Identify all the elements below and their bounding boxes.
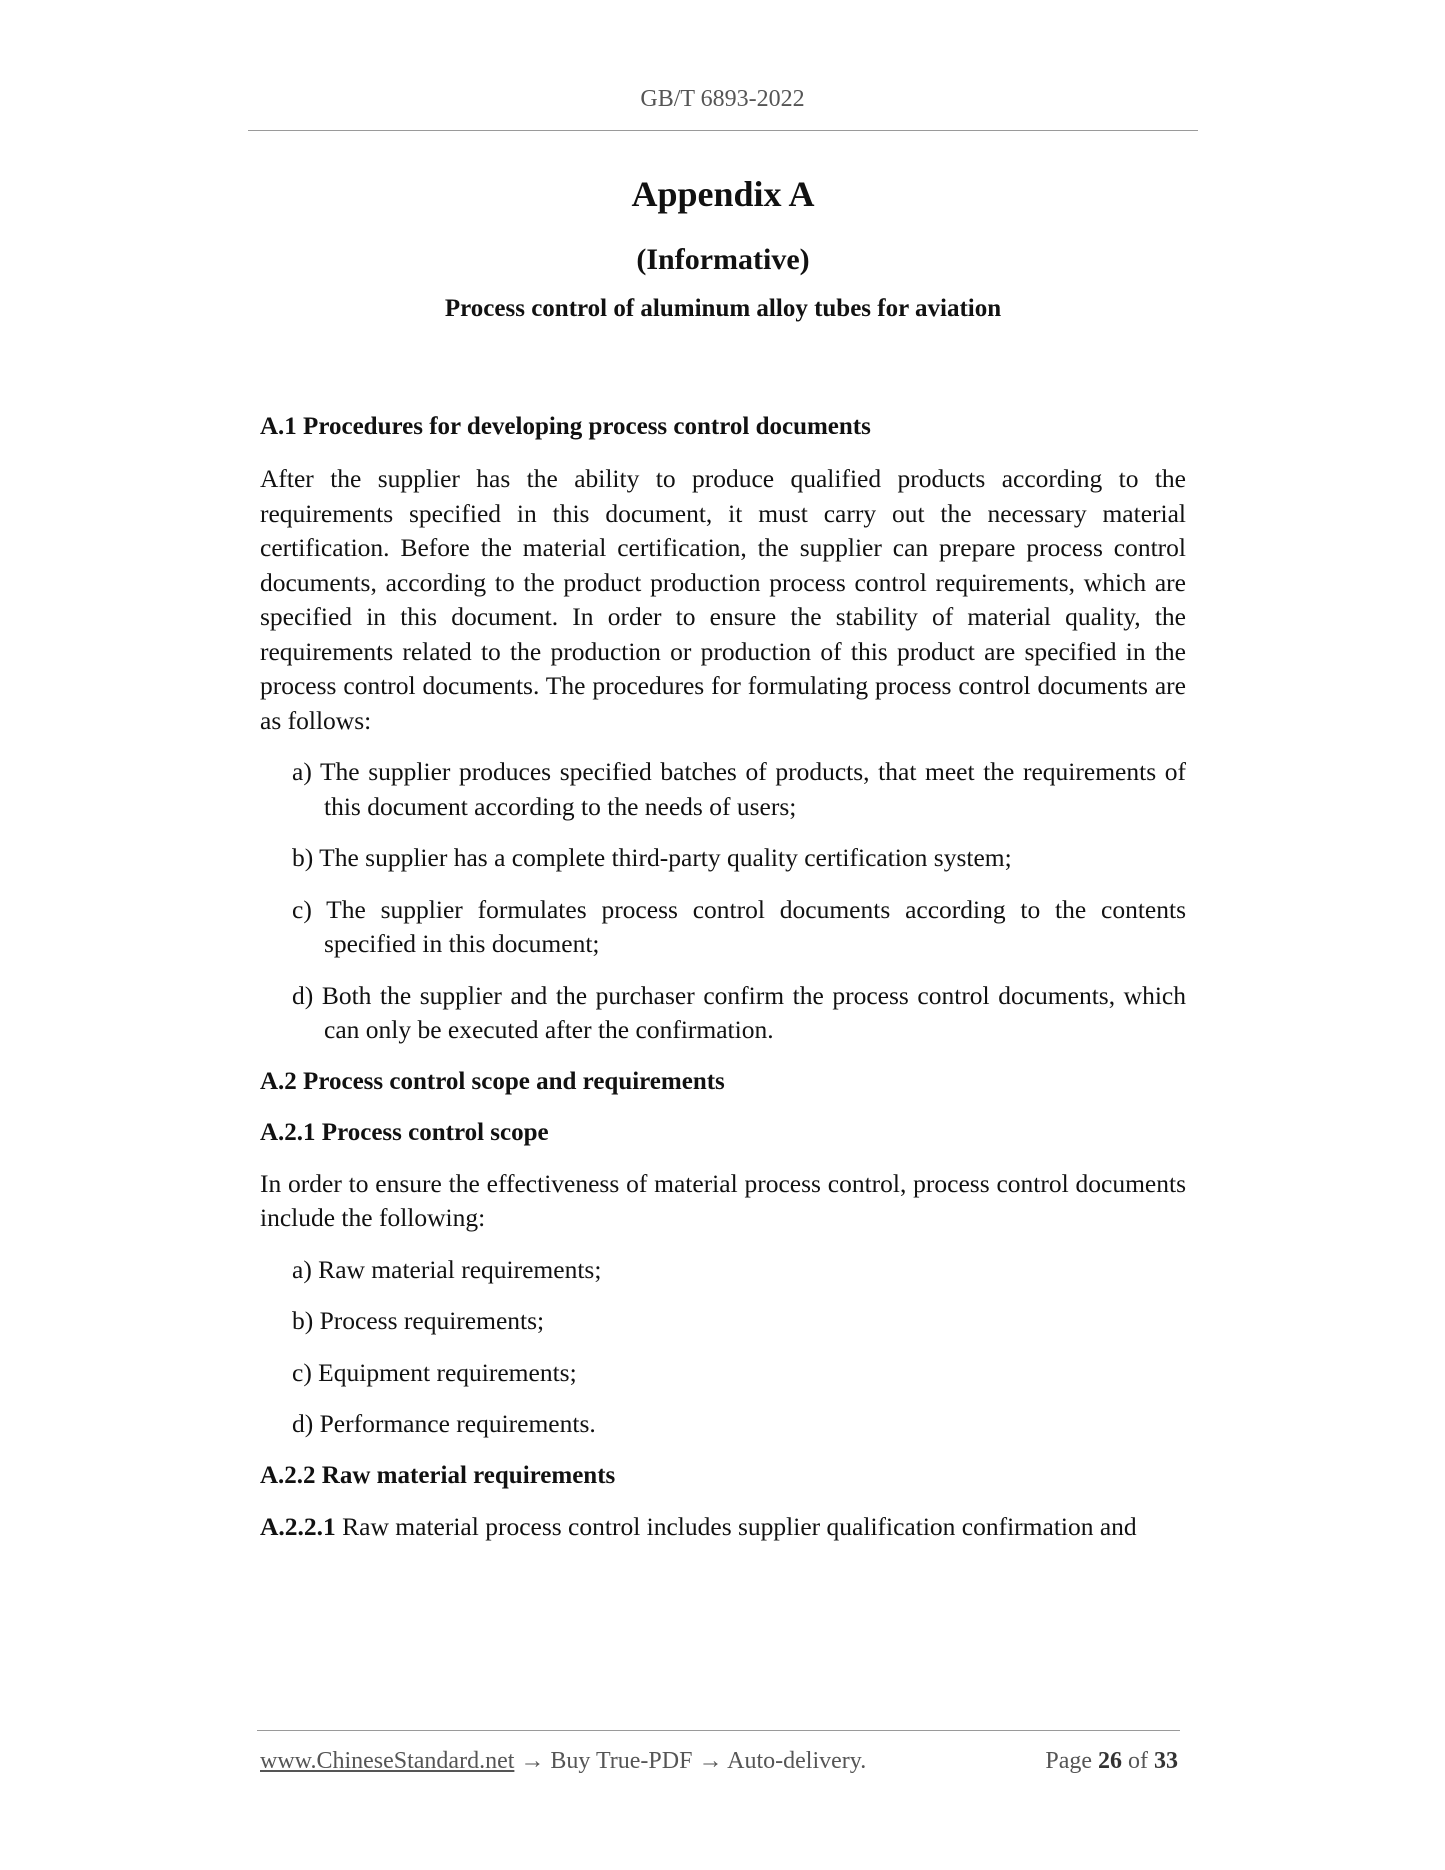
footer-divider	[257, 1730, 1180, 1731]
appendix-title: Appendix A	[631, 174, 815, 214]
footer-buy-text: Buy True-PDF	[550, 1748, 693, 1774]
list-item-a21-b: b) Process requirements;	[292, 1306, 545, 1335]
header-divider	[248, 130, 1198, 131]
page-total: 33	[1154, 1748, 1178, 1774]
footer-website-link[interactable]: www.ChineseStandard.net	[260, 1748, 515, 1774]
list-item-a21-a: a) Raw material requirements;	[292, 1254, 602, 1284]
section-heading-a2: A.2 Process control scope and requirements	[260, 1067, 725, 1095]
list-item-a1-c: c) The supplier formulates process control documents according to the contents specified in this document;	[292, 894, 1186, 958]
list-item-a1-d: d) Both the supplier and the purchaser confirm the process control documents, which can only be executed after the confirmation.	[292, 980, 1186, 1044]
appendix-type: (Informative)	[636, 243, 810, 276]
clause-text-a221: Raw material process control includes supplier qualification confirmation and	[342, 1511, 1137, 1541]
section-heading-a1: A.1 Procedures for developing process control documents	[260, 413, 871, 440]
section-heading-a21: A.2.1 Process control scope	[260, 1118, 549, 1146]
section-a1-paragraph: After the supplier has the ability to produce qualified products according to the requirements specified in this document, it must carry out the necessary material certification. Before the material certification, the supplier can prepare process control documents, according to the product production process control requirements, which are specified in this document. In order to ensure the stability of material quality, the requirements related to the production or production of this product are specified in the process control documents. The procedures for formulating process control documents are as follows:	[260, 464, 1186, 735]
running-header: GB/T 6893-2022	[640, 86, 805, 112]
list-item-a1-b: b) The supplier has a complete third-party quality certification system;	[292, 843, 1012, 872]
arrow-icon: →	[520, 1748, 545, 1774]
page-label: Page	[1045, 1748, 1092, 1774]
footer-delivery-text: Auto-delivery.	[727, 1748, 867, 1774]
page-content	[260, 170, 1186, 1544]
page-of-label: of	[1128, 1748, 1148, 1774]
section-heading-a22: A.2.2 Raw material requirements	[260, 1461, 616, 1489]
section-a221-paragraph	[260, 1510, 1186, 1545]
clause-number-a221: A.2.2.1	[260, 1511, 336, 1541]
footer-promo	[260, 1748, 866, 1775]
page-number	[1045, 1748, 1178, 1775]
appendix-subject: Process control of aluminum alloy tubes for aviation	[444, 295, 1002, 322]
page-current: 26	[1098, 1748, 1122, 1774]
list-item-a1-a: a) The supplier produces specified batches of products, that meet the requirements of this document according to the needs of users;	[292, 757, 1186, 821]
arrow-icon: →	[698, 1748, 723, 1774]
section-a21-paragraph: In order to ensure the effectiveness of material process control, process control documents include the following:	[260, 1168, 1186, 1232]
list-item-a21-d: d) Performance requirements.	[292, 1409, 596, 1438]
list-item-a21-c: c) Equipment requirements;	[292, 1357, 577, 1387]
